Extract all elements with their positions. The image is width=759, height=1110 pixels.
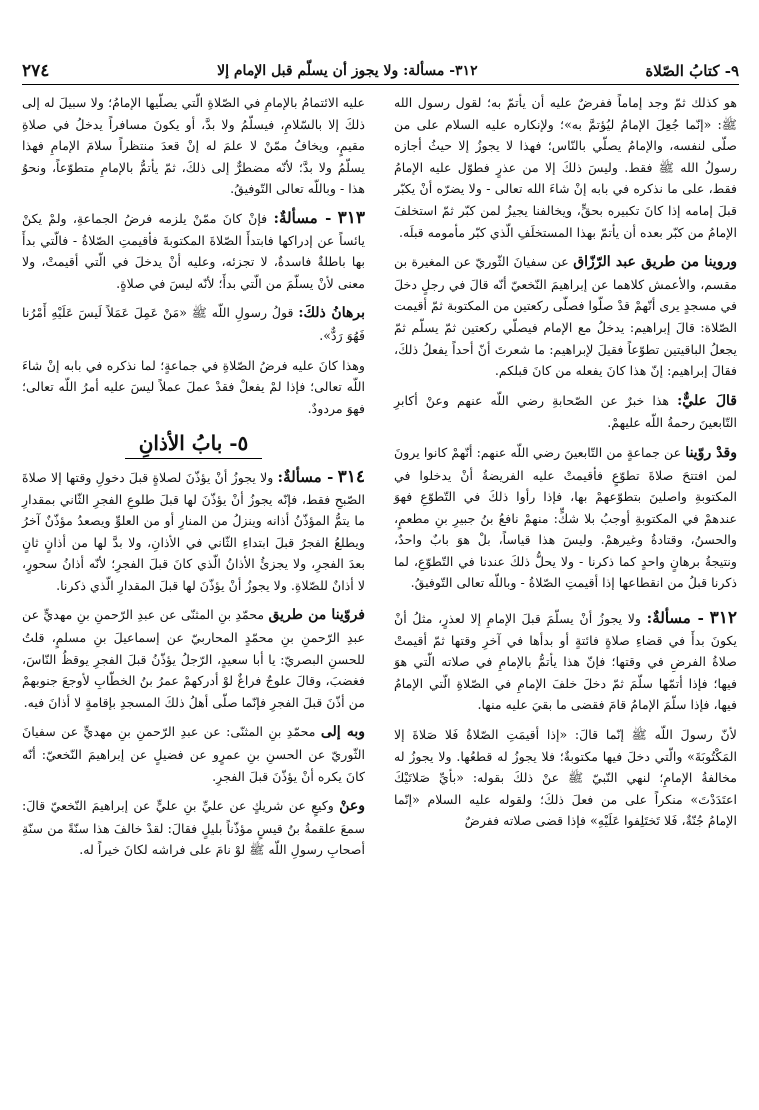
masala-text: فإنْ كانَ ممّنْ يلزمه فرضُ الجماعةِ، ولمْ يكنْ يائساً عن إدراكها فابتدأَ الصّلاةَ المكتوبةَ فأقيمتِ الصّلاةُ - فالّتي بدأَ بها باطلةٌ فاسدةٌ، لا تجزئه، وعليه أنْ يدخلَ في الّتي أقيمتْ، ولا معنى لأنْ يسلّمَ من الّتي بدأَ؛ لأنّه ليسَ في صلاةٍ.	[22, 210, 365, 291]
paragraph-lead: وروينا من طريق عبد الرّزّاق	[573, 254, 737, 271]
paragraph-body: وكيعٍ عن شريكٍ عن عليِّ بنِ عليٍّ عن إبراهيمَ النّخعيّ قالَ: سمعَ علقمةُ بنُ قيسٍ مؤذّناً بليلٍ فقالَ: لقدْ خالفَ هذا سنّةً من سنّةِ أصحابِ رسولِ اللّه ﷺ لوْ نامَ على فراشه لكانَ خيراً له.	[22, 798, 365, 858]
paragraph: عليه الائتمامُ بالإمامِ في الصّلاةِ الّتي يصلّيها الإمامُ؛ ولا سبيلَ له إلى ذلكَ إلا بالسّلامِ، فيسلّمُ ولا بدَّ، أو يكونَ مسافراً يدخلُ في صلاةِ مقيمٍ، ويخافُ ممّنْ لا علمَ له إنْ قعدَ منتظراً سلامَ الإمامِ فهذا يسلّمُ ولا بدَّ؛ لأنّه مضطرٌّ إلى ذلكَ، ثمّ يأتمُّ بالإمامِ متطوّعاً، ونحوُ هذا - وباللّه تعالى التّوفيقُ.	[22, 95, 365, 197]
right-column	[394, 92, 737, 840]
paragraph-lead: وعنْ	[339, 798, 365, 815]
header-rule	[22, 84, 739, 85]
paragraph-body: محمّدِ بنِ المثنّى عن عبدِ الرّحمنِ بنِ مهديٍّ عن عبدِ الرّحمنِ بنِ محمّدٍ المحاربيّ عن إسماعيلَ بنِ مسلمٍ، قلتُ للحسنِ البصريّ: يا أبا سعيدٍ، الرّجلُ يؤذّنُ قبلَ الفجرِ يوقظُ النّاسَ، فغضبَ، وقالَ علوجٌ فراغٌ لوْ أدركهمْ عمرُ بنُ الخطّابِ لأوجعَ جنوبهمْ من أذّنَ قبلَ الفجرِ فإنّما صلّى أهلُ ذلكَ المسجدِ بإقامةٍ لا أذانَ فيه.	[22, 607, 365, 710]
paragraph	[22, 795, 365, 861]
paragraph-body: عن سفيانَ الثّوريّ عن المغيرة بن مقسم، والأعمش كلاهما عن إبراهيمَ النّخعيّ أنّه قالَ في رجلٍ دخلَ في مسجدٍ يرى أنّهمْ قدْ صلّوا فصلّى ركعتين من المكتوبة ثمّ أقيمت الصّلاة: قالَ إبراهيم: يدخلُ مع الإمام فيصلّي ركعتين ثمّ يسلّم ثمّ يجعلُ الباقيتين تطوّعاً فقيلَ لإبراهيم: ما شعرتَ أنّ أحداً يفعلُ ذلكَ، فقالَ إبراهيم: إنّ هذا كانَ يفعله من كانَ قبلكم.	[394, 254, 737, 379]
paragraph	[394, 442, 737, 594]
paragraph	[394, 390, 737, 434]
paragraph-body: محمّدِ بنِ المثنّى: عن عبدِ الرّحمنِ بنِ مهديٍّ عن سفيانَ الثّوريّ عن الحسنِ بنِ عمرٍو عن فضيلٍ عن إبراهيمَ النّخعيّ: أنّه كانَ يكره أنْ يؤذّنَ قبلَ الفجرِ.	[22, 724, 365, 784]
chapter-heading	[22, 433, 365, 455]
paragraph-lead: فروّينا من طريق	[268, 607, 365, 624]
paragraph-lead: وبه إلى	[320, 724, 365, 741]
paragraph-body: قولُ رسولِ اللّه ﷺ «مَنْ عَمِلَ عَمَلاً لَيسَ عَلَيْهِ أَمْرُنا فَهُوَ رَدٌّ».	[22, 305, 365, 343]
masala-number: ٣١٤	[337, 466, 365, 487]
left-column	[22, 92, 365, 869]
paragraph-lead: قالَ عليٌّ:	[677, 392, 737, 409]
chapter-title: ٥- بابُ الأذانِ	[125, 431, 263, 459]
masala-text: ولا يجوزُ أنْ يؤذّنَ لصلاةٍ قبلَ دخولِ وقتها إلا صلاةَ الصّبحِ فقط، فإنّه يجوزُ أنْ يؤذّنَ لها قبلَ طلوعِ الفجرِ الثّاني بمقدارِ ما يتمُّ المؤذّنُ أذانه وينزلُ من المنارِ أو من العلوِّ ويصعدُ مؤذّنٌ آخرُ ويطلعُ الفجرُ قبلَ ابتداءِ الثّاني في الأذانِ، ولا بدَّ لها من أذانٍ ثانٍ بعدَ الفجرِ، ولا يجزئُ الأذانُ الّذي كانَ قبلَ الفجرِ؛ لأنّه أذانُ سحورٍ، لا أذانٌ للصّلاةِ. ولا يجوزُ أنْ يؤذّنَ لها قبلَ المقدارِ الّذي ذكرنا.	[22, 469, 365, 593]
masala-text: ولا يجوزُ أنْ يسلّمَ قبلَ الإمامِ إلا لعذرٍ، مثلُ أنْ يكونَ بدأَ في قضاءِ صلاةٍ فائتةٍ أو بدأها في آخرِ وقتها ثمّ أقيمتْ صلاةُ الفرضِ في وقتها؛ فإنّ هذا يأتمُّ بالإمامِ في صلاته الّتي هوَ فيها؛ فإذا أتمّها سلّمَ ثمّ دخلَ خلفَ الإمامِ في الصّلاةِ الّتي الإمامُ فيها، فإذا سلّمَ الإمامُ قامَ فقضى ما بقيَ عليه منها.	[394, 611, 737, 713]
masala-label: - مسألةٌ:	[273, 208, 332, 227]
running-header	[22, 58, 739, 84]
paragraph-lead: وقدْ روّينا	[685, 444, 737, 461]
paragraph-body: عن جماعةٍ من التّابعينَ رضي اللّه عنهم: أنّهمْ كانوا يرونَ لمن افتتحَ صلاةَ تطوّعٍ فأقيمتْ عليه الفريضةُ أنْ يدخلوا في المكتوبةِ واصلينَ بتطوّعهمْ بها، فإذا رأوا ذلكَ في التّطوّعِ فهوَ عندهمْ في المكتوبةِ أوجبُ بلا شكٍّ: منهمْ نافعُ بنُ جبيرِ بنِ مطعمٍ، والحسنُ، وقتادةُ وغيرهمْ. وليسَ هذا قياساً، بلْ هوَ بابٌ واحدٌ، ونتيجةُ برهانٍ واحدٍ كما ذكرنا - ولا يحلُّ ذلكَ عندنا في التّطوّعِ، لما ذكرنا قبلُ من انقطاعها إذا أقيمتِ الصّلاةُ - وباللّه تعالى التّوفيقُ.	[394, 444, 737, 591]
masala-number: ٣١٢	[709, 608, 737, 629]
paragraph-body: هذا خبرٌ عن الصّحابةِ رضي اللّه عنهم وعنْ أكابرِ التّابعينَ رحمةُ اللّه عليهمْ.	[394, 392, 737, 431]
paragraph	[22, 721, 365, 787]
paragraph	[22, 604, 365, 713]
paragraph: وهذا كانَ عليه فرضُ الصّلاةِ في جماعةٍ؛ لما نذكره في بابه إنْ شاءَ اللّه تعالى؛ فإذا لمْ يفعلْ فقدْ عملَ عملاً ليسَ عليه أمرُ اللّه تعالى؛ فهوَ مردودٌ.	[22, 357, 365, 416]
masala-313	[22, 208, 365, 294]
paragraph-lead: برهانُ ذلكَ:	[298, 305, 365, 322]
masala-label: - مسألةٌ:	[646, 609, 704, 628]
paragraph: هو كذلك ثمّ وجد إماماً ففرضٌ عليه أن يأتمّ به؛ لقول رسول الله ﷺ: «إنّما جُعِلَ الإمامُ ليُؤتمَّ به»؛ ولإنكاره عليه السلام على من صلّى لنفسه، والإمامُ يصلّي بالنّاس؛ فهذا لا يجوزُ إلا حيثُ أجازه رسولُ الله ﷺ فقط. وليسَ ذلكَ إلا من عذرٍ فطوّل عليه الإمامُ فقط، على ما نذكره في بابه إنْ شاءَ الله تعالى - ولا يضرّه أنْ يكبّر قبلَ إمامه إذا كانَ تكبيره بحقٍّ، ويخالفنا يجيزُ لمن كبّر ثمّ استخلفَ الإمامُ من كبّر بعده أن يأتمّ بهذا المستخلَفِ الّذي كبّر مأمومه قبلَه.	[394, 95, 737, 240]
masala-number: ٣١٣	[337, 207, 365, 228]
paragraph	[394, 251, 737, 382]
masala-label: - مسألةٌ:	[277, 467, 334, 486]
paragraph: لأنّ رسولَ اللّه ﷺ إنّما قالَ: «إذا أقيمَتِ الصّلاةُ فَلا صَلاةَ إلا المَكْتُوبَةَ» والّتي دخلَ فيها مكتوبةٌ؛ فلا يجوزُ له قطعُها. ولا يجوزُ له مخالفةُ الإمامِ؛ لنهي النّبيّ ﷺ عنْ ذلكَ بقوله: «بأيِّ صَلاتَيْكَ اعتَدَدْتَ» منكراً على من فعلَ ذلكَ؛ ولقوله عليه السلام «إنّما الإمامُ جُنّةٌ، فَلا تَختَلِفوا عَلَيْهِ» فإذا قضى صلاته ففرضٌ	[394, 727, 737, 829]
page-number: ٢٧٤	[22, 61, 50, 81]
book-title: ٩- كتابُ الصّلاة	[645, 62, 739, 80]
masala-312	[394, 608, 737, 716]
masala-314	[22, 467, 365, 597]
running-title: ٣١٢- مسألة: ولا يجوز أن يسلّم قبل الإمام إلا	[217, 63, 478, 79]
paragraph	[22, 302, 365, 346]
